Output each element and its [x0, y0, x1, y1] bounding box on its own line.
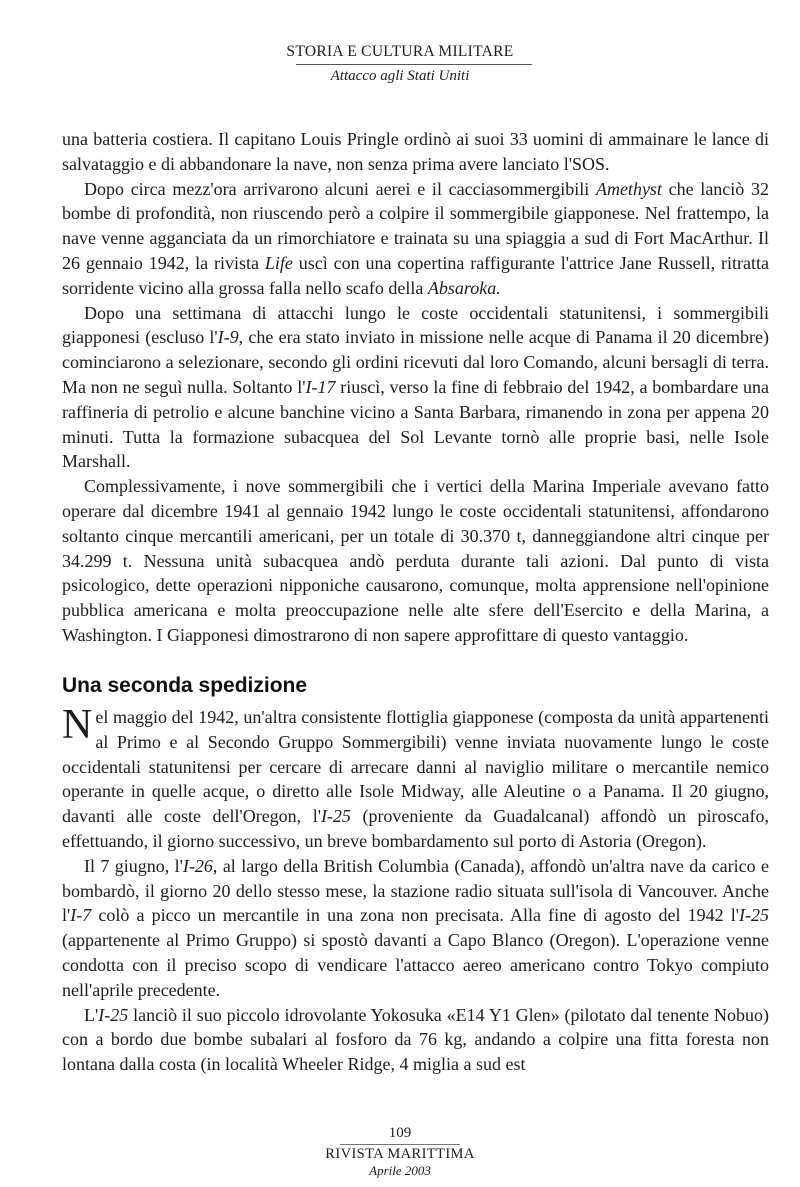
- text-run: (proveniente da Guadalcanal) affondò un piroscafo, effettuando, il giorno successivo, un breve bombardamento sul porto di Astoria (Oregon).: [62, 806, 769, 851]
- page-number: 109: [388, 1125, 412, 1141]
- italic-run: I-7: [70, 905, 92, 926]
- text-run: Dopo circa mezz'ora arrivarono alcuni aerei e il cacciasommergibili: [84, 178, 596, 199]
- italic-run: Amethyst: [595, 178, 662, 199]
- text-run: (appartenente al Primo Gruppo) si spostò davanti a Capo Blanco (Oregon). L'operazione venne condotta con il preciso scopo di vendicare l'attacco aereo americano contro Tokyo compiuto nell'aprile precedente.: [62, 930, 769, 1000]
- italic-run: I-17: [305, 376, 336, 397]
- italic-run: I-9: [217, 327, 239, 348]
- paragraph: [62, 1003, 769, 1077]
- text-run: uscì con una copertina raffigurante l'attrice Jane Russell, ritratta sorridente vicino alla grossa falla nello scafo della: [62, 252, 769, 298]
- text-run: L': [84, 1004, 99, 1025]
- text-run: riuscì, verso la fine di febbraio del 1942, a bombardare una raffineria di petrolio e alcune banchine vicino a Santa Barbara, rimanendo in zona per appena 20 minuti. Tutta la formazione subacquea del Sol Levante tornò alle proprie basi, nelle Isole Marshall.: [62, 376, 770, 472]
- italic-run: I-25: [98, 1004, 129, 1025]
- text-run: colò a picco un mercantile in una zona non precisata. Alla fine di agosto del 1942 l': [91, 905, 739, 926]
- footer-rule: [340, 1144, 460, 1145]
- text-run: Dopo una settimana di attacchi lungo le coste occidentali statunitensi, i sommergibili giapponesi (escluso l': [62, 302, 769, 348]
- text-run: una batteria costiera. Il capitano Louis Pringle ordinò ai suoi 33 uomini di ammainare le lance di salvataggio e di abbandonare la nave, non senza prima avere lanciato l'SOS.: [62, 129, 769, 174]
- italic-run: Life: [264, 252, 293, 273]
- drop-cap: N: [62, 702, 93, 748]
- paragraph: [62, 854, 769, 1003]
- text-run: lanciò il suo piccolo idrovolante Yokosuka «E14 Y1 Glen» (pilotato dal tenente Nobuo) con a bordo due bombe subalari al fosforo da 76 kg, andando a colpire una fitta foresta non lontana dalla costa (in località Wheeler Ridge, 4 miglia a sud est: [62, 1004, 769, 1075]
- text-run: el maggio del 1942, un'altra consistente flottiglia giapponese (composta da unità appartenenti al Primo e al Secondo Gruppo Sommergibili) venne inviata nuovamente lungo le coste occidentali statunitensi per cercare di arrecare danni al naviglio militare o mercantile nemico operante in quelle acque, o diretto alle Isole Midway, alle Aleutine o a Panama. Il 20 giugno, davanti alle coste dell'Oregon, l': [62, 707, 769, 827]
- text-run: , al largo della British Columbia (Canada), affondò un'altra nave da carico e bombardò, il giorno 20 dello stesso mese, la stazione radio situata sull'isola di Vancouver. Anche l': [62, 855, 769, 926]
- section-heading: Una seconda spedizione: [62, 674, 308, 697]
- italic-run: I-25: [320, 806, 351, 827]
- italic-run: I-26: [182, 855, 213, 876]
- text-run: che lanciò 32 bombe di profondità, non riuscendo però a colpire il sommergibile giapponese. Nel frattempo, la nave venne agganciata da un rimorchiatore e trainata su una spiaggia a sud di Fort MacArthur. Il 26 gennaio 1942, la rivista: [62, 178, 769, 273]
- issue-date: Aprile 2003: [369, 1163, 431, 1178]
- text-run: Il 7 giugno, l': [84, 855, 183, 876]
- paragraph: [62, 474, 769, 648]
- running-head-article: Attacco agli Stati Uniti: [330, 68, 470, 84]
- text-run: , che era stato inviato in missione nelle acque di Panama il 20 dicembre) cominciarono a selezionare, secondo gli ordini ricevuti dal loro Comando, alcuni bersagli di terra. Ma non ne seguì nulla. Soltanto l': [62, 327, 769, 397]
- running-head-section: STORIA E CULTURA MILITARE: [286, 43, 514, 60]
- article-body: [62, 127, 769, 648]
- journal-name: RIVISTA MARITTIMA: [325, 1146, 475, 1162]
- paragraph: [62, 127, 769, 177]
- italic-run: Absaroka.: [427, 277, 501, 298]
- paragraph-with-dropcap: [62, 702, 769, 854]
- text-run: Complessivamente, i nove sommergibili che i vertici della Marina Imperiale avevano fatto operare dal dicembre 1941 al gennaio 1942 lungo le coste occidentali statunitensi, affondarono soltanto cinque mercantili americani, per un totale di 30.370 t, danneggiandone altri cinque per 34.299 t. Nessuna unità subacquea andò perduta durante tali azioni. Dal punto di vista psicologico, dette operazioni nipponiche causarono, comunque, molta apprensione nell'opinione pubblica americana e molta preoccupazione nelle alte sfere dell'Esercito e della Marina, a Washington. I Giapponesi dimostrarono di non sapere approfittare di questo vantaggio.: [62, 476, 769, 645]
- italic-run: I-25: [739, 905, 769, 926]
- running-head-rule: [296, 64, 532, 65]
- paragraph: [62, 301, 769, 475]
- paragraph: [62, 177, 769, 301]
- article-body-continued: [62, 702, 769, 1077]
- paragraph-text: [62, 702, 769, 851]
